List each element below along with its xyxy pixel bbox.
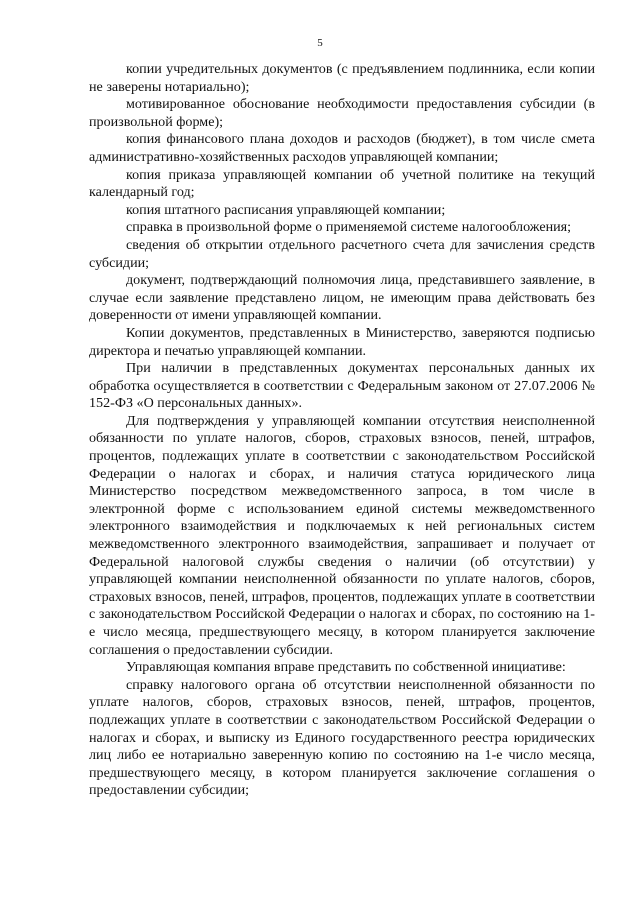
- paragraph-authority-document: документ, подтверждающий полномочия лица, представившего заявление, в случае если заявление представлено лицом, не имеющим права действовать без доверенности от имени управляющей компании.: [89, 272, 595, 324]
- paragraph-interagency-request: Для подтверждения у управляющей компании отсутствия неисполненной обязанности по уплате налогов, сборов, страховых взносов, пеней, штрафов, процентов, подлежащих уплате в соответствии с законодательством Российской Федерации о налогах и сборах, и наличия статуса юридического лица Министерство посредством межведомственного запроса, в том числе в электронной форме с использованием единой системы межведомственного электронного взаимодействия и подключаемых к ней региональных систем межведомственного электронного взаимодействия, запрашивает и получает от Федеральной налоговой службы сведения о наличии (об отсутствии) у управляющей компании неисполненной обязанности по уплате налогов, сборов, страховых взносов, пеней, штрафов, процентов, подлежащих уплате в соответствии с законодательством Российской Федерации о налогах и сборах, по состоянию на 1-е число месяца, предшествующего месяцу, в котором планируется заключение соглашения о предоставлении субсидии.: [89, 412, 595, 658]
- paragraph-tax-system-certificate: справка в произвольной форме о применяемой системе налогообложения;: [126, 219, 572, 236]
- paragraph-tax-certificate-extract: справку налогового органа об отсутствии неисполненной обязанности по уплате налогов, сборов, страховых взносов, пеней, штрафов, процентов, подлежащих уплате в соответствии с законодательством Российской Федерации о налогах и сборах, и выписку из Единого государственного реестра юридических лиц либо ее нотариально заверенную копию по состоянию на 1-е число месяца, предшествующего месяцу, в котором планируется заключение соглашения о предоставлении субсидии;: [89, 676, 595, 799]
- document-body: [89, 61, 595, 800]
- paragraph-financial-plan: копия финансового плана доходов и расходов (бюджет), в том числе смета административно-хозяйственных расходов управляющей компании;: [89, 131, 595, 165]
- paragraph-staff-schedule: копия штатного расписания управляющей компании;: [126, 201, 446, 218]
- paragraph-certification-of-copies: Копии документов, представленных в Министерство, заверяются подписью директора и печатью управляющей компании.: [89, 324, 595, 359]
- paragraph-bank-account-info: сведения об открытии отдельного расчетного счета для зачисления средств субсидии;: [89, 236, 595, 271]
- paragraph-personal-data: При наличии в представленных документах персональных данных их обработка осуществляется в соответствии с Федеральным законом от 27.07.2006 № 152-ФЗ «О персональных данных».: [89, 360, 595, 412]
- paragraph-subsidy-justification: мотивированное обоснование необходимости предоставления субсидии (в произвольной форме);: [89, 96, 595, 130]
- paragraph-own-initiative: Управляющая компания вправе представить по собственной инициативе:: [126, 659, 566, 676]
- paragraph-founding-documents: копии учредительных документов (с предъявлением подлинника, если копии не заверены нотариально);: [89, 61, 595, 95]
- paragraph-accounting-policy: копия приказа управляющей компании об учетной политике на текущий календарный год;: [89, 166, 595, 201]
- page-number: 5: [317, 37, 323, 49]
